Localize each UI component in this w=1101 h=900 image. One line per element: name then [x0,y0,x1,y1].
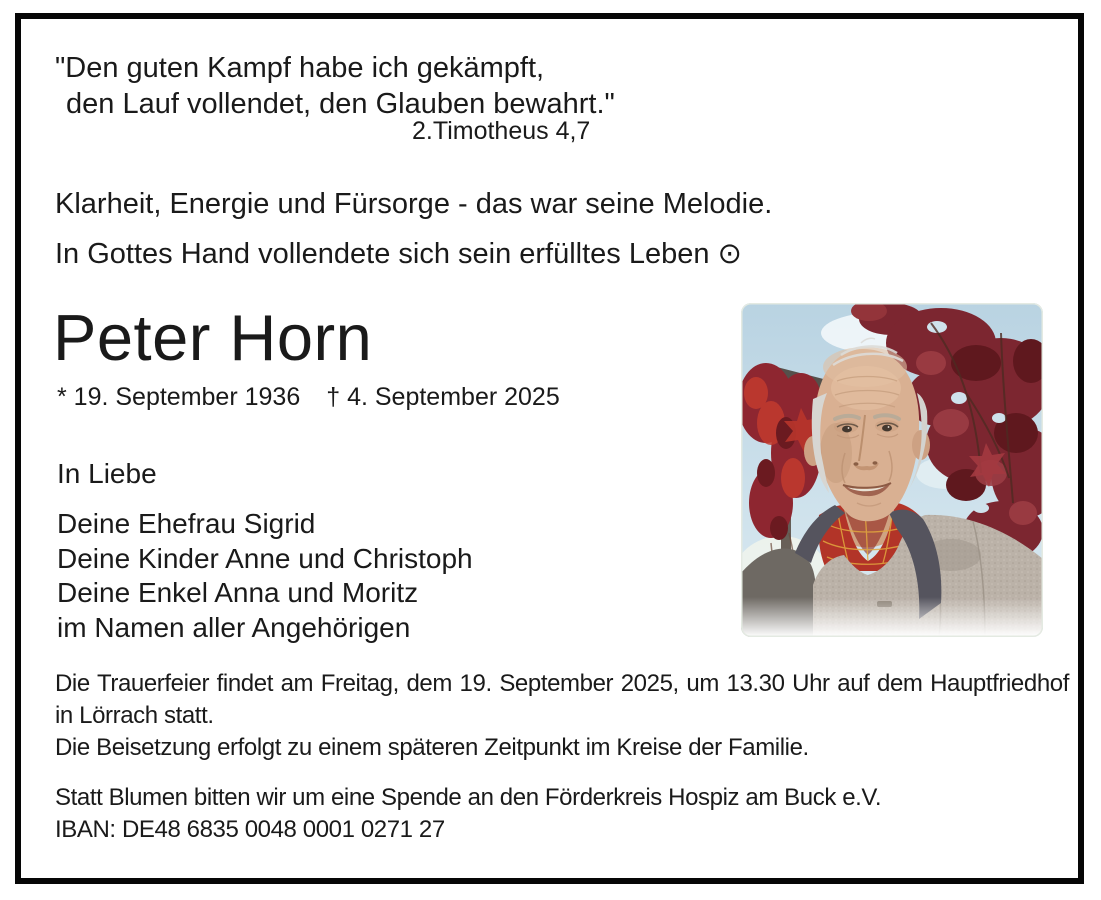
bible-quote-line1: "Den guten Kampf habe ich gekämpft, [55,52,545,84]
birth-date: * 19. September 1936 [57,383,301,411]
mourner-line: Deine Ehefrau Sigrid [57,508,316,539]
burial-info: Die Beisetzung erfolgt zu einem späteren Zeitpunkt im Kreise der Familie. [55,734,809,761]
bible-quote-line2: den Lauf vollendet, den Glauben bewahrt." [66,88,615,120]
mourner-line: Deine Kinder Anne und Christoph [57,542,473,574]
tribute-line2: In Gottes Hand vollendete sich sein erfülltes Leben ⊙ [55,238,742,270]
donation-request: Statt Blumen bitten wir um eine Spende an den Förderkreis Hospiz am Buck e.V. [55,784,882,811]
mourners-list [57,507,473,645]
portrait-photo [741,303,1043,637]
bible-quote-attribution: 2.Timotheus 4,7 [412,117,591,145]
mourner-line: Deine Enkel Anna und Moritz [57,577,419,608]
life-dates [57,383,560,412]
funeral-service-info: Die Trauerfeier findet am Freitag, dem 19. September 2025, um 13.30 Uhr auf dem Hauptfriedhof in Lörrach statt. [55,670,1069,729]
funeral-info [55,668,1069,764]
salutation: In Liebe [57,458,157,489]
tribute-line1: Klarheit, Energie und Fürsorge - das war seine Melodie. [55,188,773,220]
deceased-name: Peter Horn [53,301,373,374]
donation-iban: IBAN: DE48 6835 0048 0001 0271 27 [55,816,445,843]
mourner-line: im Namen aller Angehörigen [57,611,411,643]
death-date: † 4. September 2025 [326,383,560,411]
portrait-photo-illustration [741,303,1043,637]
